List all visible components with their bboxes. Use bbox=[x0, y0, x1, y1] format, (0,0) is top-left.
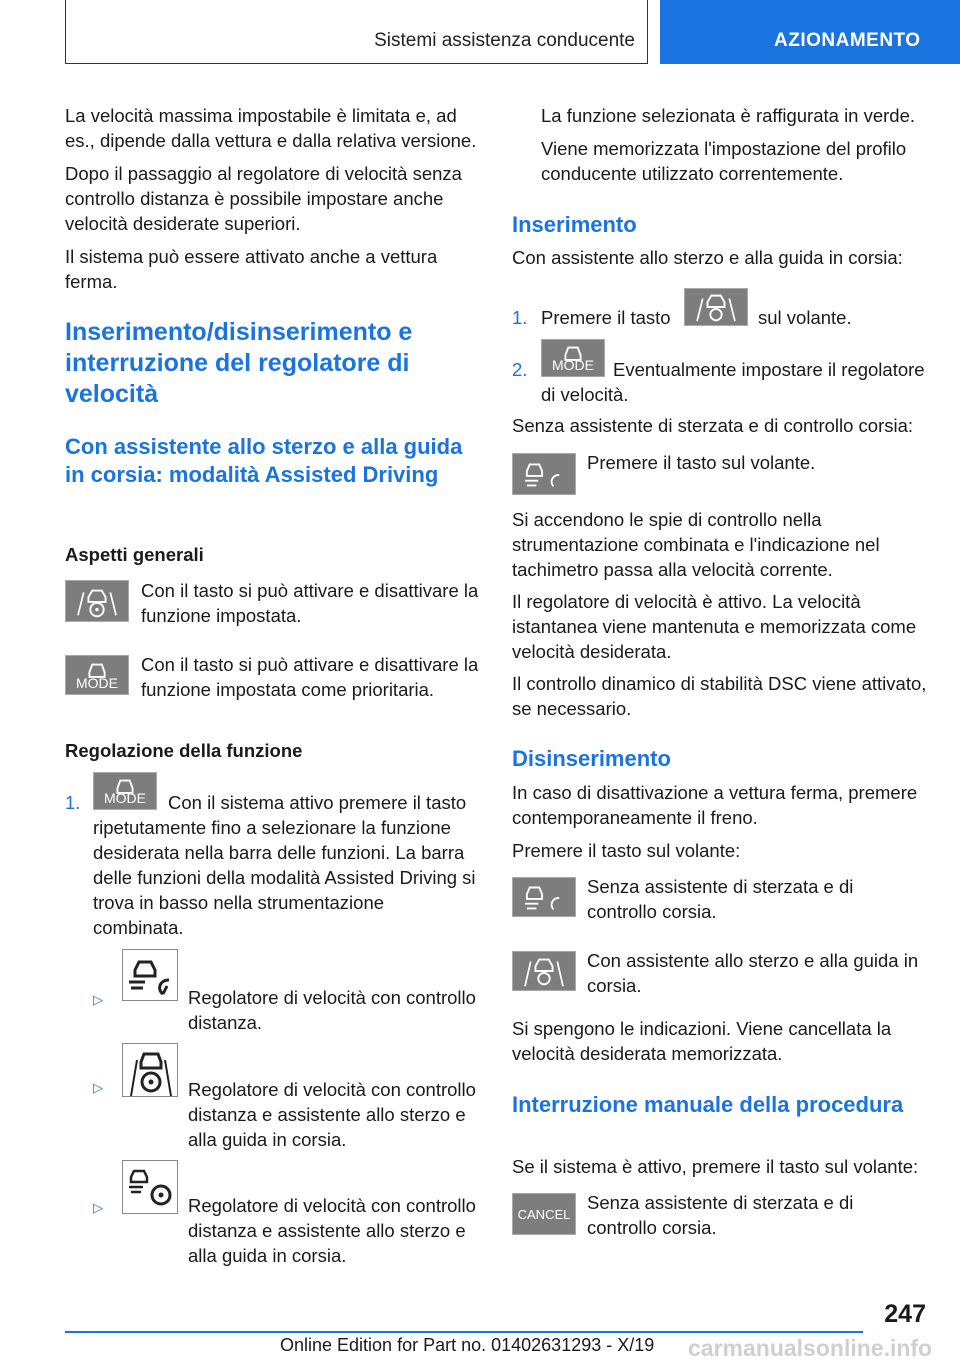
dis-paragraph-cleared: Si spengono le indicazioni. Viene cancellata la velocità desiderata memorizzata. bbox=[512, 1018, 892, 1064]
icon2-description: Con il tasto si può attivare e disattivare la funzione impostata come prioritaria. bbox=[141, 654, 479, 700]
ins-step1-text-a: Premere il tasto bbox=[541, 307, 671, 328]
int-paragraph: Se il sistema è attivo, premere il tasto sul volante: bbox=[512, 1156, 919, 1177]
heading-disinserimento: Disinserimento bbox=[512, 746, 671, 771]
header-chapter-tab bbox=[660, 0, 960, 64]
edition-text: Online Edition for Part no. 01402631293 - X/19 bbox=[280, 1335, 655, 1355]
mode-button-label: MODE bbox=[76, 675, 118, 691]
watermark: carmanualsonline.info bbox=[688, 1335, 933, 1361]
step1-number: 1. bbox=[65, 792, 81, 813]
heading-assisted-driving: Con assistente allo sterzo e alla guida in corsia: modalità Assisted Driving bbox=[65, 434, 463, 487]
step1-mode-button-icon bbox=[93, 772, 157, 810]
bullet2-text: Regolatore di velocità con controllo distanza e assistente allo sterzo e alla guida in corsia. bbox=[188, 1079, 476, 1150]
dis-paragraph-press: Premere il tasto sul volante: bbox=[512, 840, 741, 861]
bullet1-text: Regolatore di velocità con controllo distanza. bbox=[188, 987, 476, 1033]
header-section-title: Sistemi assistenza conducente bbox=[374, 30, 635, 51]
car-distance-icon bbox=[513, 878, 575, 916]
dis-icon2-text: Con assistente allo sterzo e alla guida in corsia. bbox=[587, 950, 919, 996]
cruise-button-icon bbox=[512, 453, 576, 495]
steering-wheel-car-icon bbox=[513, 952, 575, 990]
int-icon1-text: Senza assistente di sterzata e di controllo corsia. bbox=[587, 1192, 854, 1238]
press-wheel-text: Premere il tasto sul volante. bbox=[587, 452, 816, 473]
header-chapter-title: AZIONAMENTO bbox=[774, 30, 921, 51]
paragraph-regulator-active: Il regolatore di velocità è attivo. La velocità istantanea viene mantenuta e memorizzata come velocità desiderata. bbox=[512, 591, 917, 662]
icon1-description: Con il tasto si può attivare e disattivare la funzione impostata. bbox=[141, 580, 479, 626]
mode-button-label: MODE bbox=[104, 790, 146, 806]
cancel-button-label: CANCEL bbox=[517, 1207, 571, 1222]
paragraph-max-speed: La velocità massima impostabile è limitata e, ad es., dipende dalla vettura e dalla relativa versione. bbox=[65, 105, 477, 151]
paragraph-lamps: Si accendono le spie di controllo nella strumentazione combinata e l'indicazione nel tachimetro passa alla velocità corrente. bbox=[512, 509, 880, 580]
no-assist-intro: Senza assistente di sterzata e di controllo corsia: bbox=[512, 415, 914, 436]
mode-button-icon bbox=[65, 655, 129, 695]
dis-icon1-text: Senza assistente di sterzata e di controllo corsia. bbox=[587, 876, 854, 922]
heading-inserimento: Inserimento bbox=[512, 212, 637, 237]
steering-wheel-car-icon bbox=[66, 581, 128, 621]
step1-text-b: ripetutamente fino a selezionare la funzione desiderata nella barra delle funzioni. La barra delle funzioni della modalità Assisted Driving si trova in basso nella strumentazione combinata. bbox=[93, 817, 476, 938]
paragraph-activation-standstill: Il sistema può essere attivato anche a vettura ferma. bbox=[65, 246, 438, 292]
paragraph-selected-green: La funzione selezionata è raffigurata in verde. bbox=[541, 105, 916, 126]
heading-regolazione-funzione: Regolazione della funzione bbox=[65, 740, 303, 761]
paragraph-switch-regulator: Dopo il passaggio al regolatore di velocità senza controllo distanza è possibile impostare anche velocità desiderate superiori. bbox=[65, 163, 462, 234]
bullet-triangle-icon: ▷ bbox=[93, 992, 103, 1007]
paragraph-dsc: Il controllo dinamico di stabilità DSC viene attivato, se necessario. bbox=[512, 673, 927, 719]
header-section-box bbox=[65, 0, 648, 64]
ins-step2-number: 2. bbox=[512, 359, 528, 380]
bullet-triangle-icon: ▷ bbox=[93, 1200, 103, 1215]
assisted-driving-button-icon bbox=[65, 580, 129, 622]
cruise-distance-lane-icon bbox=[122, 1160, 178, 1214]
ins-step1-text-b: sul volante. bbox=[758, 307, 852, 328]
heading-inserimento-disinserimento: Inserimento/disinserimento e interruzione del regolatore di velocità bbox=[65, 318, 413, 408]
dis-assisted-button-icon bbox=[512, 951, 576, 991]
car-distance-icon bbox=[123, 950, 179, 1002]
cancel-button-icon bbox=[512, 1193, 576, 1235]
heading-interruzione: Interruzione manuale della procedura bbox=[512, 1092, 904, 1117]
dis-cruise-button-icon bbox=[512, 877, 576, 917]
ins-step1-number: 1. bbox=[512, 307, 528, 328]
steering-wheel-car-icon bbox=[685, 289, 747, 325]
footer-divider bbox=[65, 1331, 863, 1333]
inserimento-intro: Con assistente allo sterzo e alla guida in corsia: bbox=[512, 247, 903, 268]
car-distance-icon bbox=[513, 454, 575, 494]
bullet3-text: Regolatore di velocità con controllo distanza e assistente allo sterzo e alla guida in corsia. bbox=[188, 1195, 476, 1266]
cruise-distance-icon bbox=[122, 949, 178, 1001]
ins-step2-text: Eventualmente impostare il regolatore di velocità. bbox=[541, 359, 925, 405]
heading-aspetti-generali: Aspetti generali bbox=[65, 544, 204, 565]
ins-assisted-button-icon bbox=[684, 288, 748, 326]
paragraph-profile-saved: Viene memorizzata l'impostazione del profilo conducente utilizzato correntemente. bbox=[541, 138, 907, 184]
bullet-triangle-icon: ▷ bbox=[93, 1080, 103, 1095]
dis-paragraph-brake: In caso di disattivazione a vettura ferma, premere contemporaneamente il freno. bbox=[512, 782, 918, 828]
mode-button-label: MODE bbox=[552, 357, 594, 373]
page-number: 247 bbox=[884, 1300, 926, 1328]
car-steering-wheel-icon bbox=[123, 1044, 179, 1098]
car-distance-steering-icon bbox=[123, 1161, 179, 1215]
step1-text-a: Con il sistema attivo premere il tasto bbox=[168, 792, 467, 813]
cruise-distance-steering-icon bbox=[122, 1043, 178, 1097]
